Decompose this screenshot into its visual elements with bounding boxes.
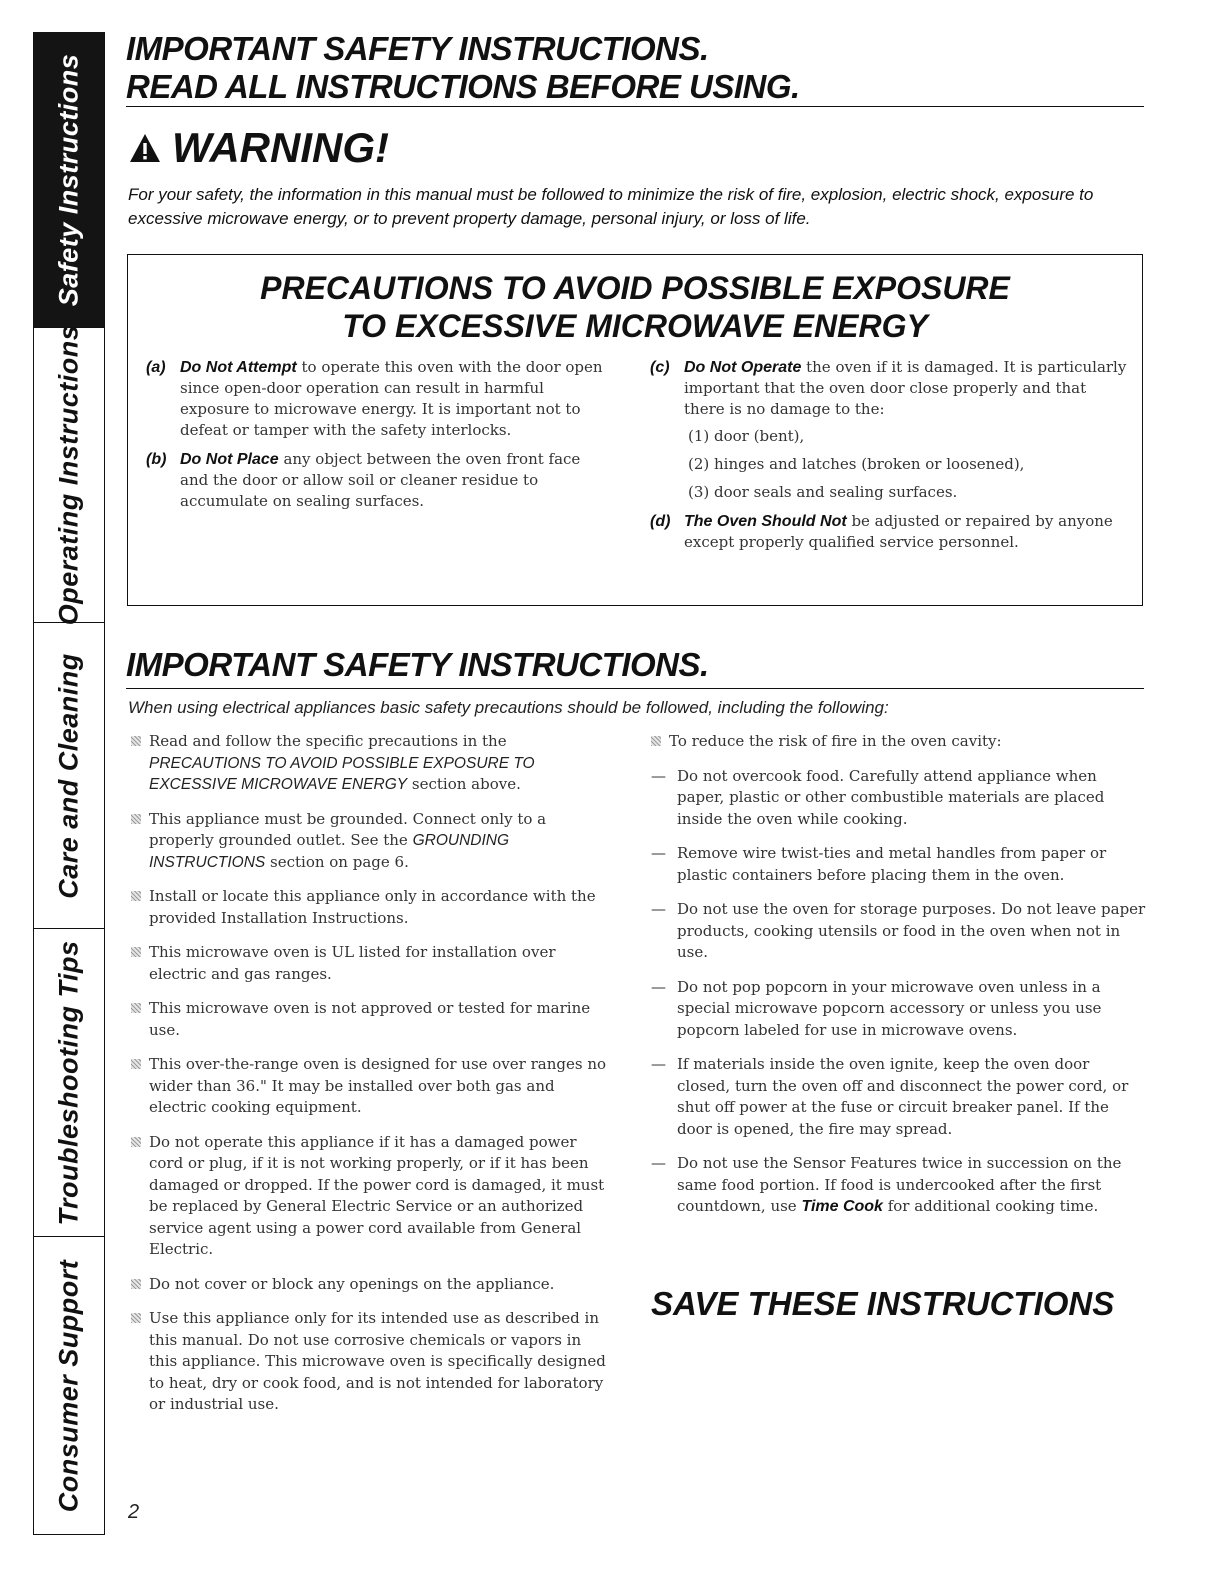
bullet-icon: [131, 814, 141, 824]
precaution-label: (b): [146, 451, 167, 468]
bullet-text: section on page 6.: [265, 852, 409, 871]
save-instructions-heading: SAVE THESE INSTRUCTIONS: [651, 1285, 1115, 1322]
warning-heading: [128, 124, 389, 172]
precaution-keyword: Do Not Operate: [684, 359, 802, 376]
precaution-keyword: Do Not Attempt: [180, 359, 297, 376]
safety-bullet: [131, 998, 611, 1041]
tab-label: Care and Cleaning: [53, 652, 84, 899]
fire-risk-text: Do not pop popcorn in your microwave oven unless in a special microwave popcorn accessory or unless you use popcorn labeled for use in microwave ovens.: [677, 977, 1102, 1039]
fire-risk-text: Remove wire twist-ties and metal handles from paper or plastic containers before placing them in the oven.: [677, 844, 1107, 884]
safety-bullet: [131, 1274, 611, 1296]
bullet-text: To reduce the risk of fire in the oven cavity:: [669, 732, 1002, 750]
safety-right-column: [651, 731, 1146, 1231]
precaution-keyword: Do Not Place: [180, 451, 279, 468]
precautions-left-column: [136, 357, 608, 520]
safety-bullet: [651, 731, 1146, 753]
precautions-title-line-1: PRECAUTIONS TO AVOID POSSIBLE EXPOSURE: [260, 270, 1010, 306]
precaution-text: be adjusted or repaired by anyone except properly qualified service personnel.: [684, 512, 1113, 551]
bullet-icon: [131, 736, 141, 746]
bullet-icon: [131, 1313, 141, 1323]
fire-risk-text: for additional cooking time.: [882, 1197, 1099, 1215]
safety-bullet: [131, 731, 611, 796]
bullet-icon: [131, 947, 141, 957]
tab-consumer-support[interactable]: [34, 1237, 104, 1535]
safety-title: IMPORTANT SAFETY INSTRUCTIONS.: [126, 646, 709, 683]
precaution-keyword: The Oven Should Not: [684, 513, 847, 530]
precaution-item: [640, 511, 1128, 553]
bullet-icon: [131, 1059, 141, 1069]
precautions-box: [127, 254, 1143, 606]
safety-bullet: [131, 809, 611, 874]
precaution-item: [136, 449, 608, 512]
header-rule: [126, 106, 1144, 107]
safety-bullet: [131, 1132, 611, 1261]
dash-mark: —: [651, 900, 666, 918]
safety-intro: When using electrical appliances basic safety precautions should be followed, including the following:: [128, 698, 889, 717]
bullet-text: This microwave oven is not approved or tested for marine use.: [149, 999, 591, 1039]
tab-troubleshooting-tips[interactable]: [34, 929, 104, 1237]
tab-label: Troubleshooting Tips: [53, 940, 84, 1225]
bullet-text: Use this appliance only for its intended use as described in this manual. Do not use corrosive chemicals or vapors in this appliance. This microwave oven is specifically designed to heat, dry or cook food, and is not intended for laboratory or industrial use.: [149, 1309, 606, 1413]
dash-mark: —: [651, 1055, 666, 1073]
bullet-icon: [131, 1003, 141, 1013]
dash-mark: —: [651, 844, 666, 862]
warning-triangle-icon: [128, 132, 162, 164]
precaution-text: to operate this oven with the door open since open-door operation can result in harmful exposure to microwave energy. It is important not to defeat or tamper with the safety interlocks.: [180, 358, 603, 439]
bullet-reference: PRECAUTIONS TO AVOID POSSIBLE EXPOSURE TO EXCESSIVE MICROWAVE ENERGY: [149, 754, 535, 793]
bullet-reference: GROUNDING INSTRUCTIONS: [149, 832, 510, 871]
precautions-title: [128, 269, 1142, 345]
side-tab-column: [33, 32, 105, 1535]
bullet-text: This appliance must be grounded. Connect only to a properly grounded outlet. See the: [149, 809, 547, 849]
fire-risk-text: Do not use the oven for storage purposes. Do not leave paper products, cooking utensils or food in the oven when not in use.: [677, 900, 1146, 961]
tab-label: Safety Instructions: [53, 53, 84, 306]
fire-risk-item: [651, 899, 1146, 964]
safety-bullet: [131, 1054, 611, 1119]
damage-list: [684, 426, 1128, 503]
bullet-icon: [131, 1137, 141, 1147]
tab-label: Consumer Support: [53, 1259, 84, 1512]
dash-mark: —: [651, 977, 666, 996]
dash-mark: —: [651, 1154, 666, 1172]
page-number: 2: [128, 1501, 140, 1523]
bullet-text: Do not operate this appliance if it has a damaged power cord or plug, if it is not working properly, or if it has been damaged or dropped. If the power cord is damaged, it must be replaced by General Electric Service or an authorized service agent using a power cord available from General Electric.: [149, 1132, 605, 1258]
bullet-icon: [651, 736, 661, 746]
precautions-right-column: [640, 357, 1128, 561]
dash-mark: —: [651, 766, 666, 785]
bullet-text: This microwave oven is UL listed for installation over electric and gas ranges.: [149, 943, 556, 983]
tab-operating-instructions[interactable]: [34, 324, 104, 626]
bullet-icon: [131, 1279, 141, 1289]
fire-risk-text: Do not use the Sensor Features twice in succession on the same food portion. If food is undercooked after the first countdown, use: [677, 1154, 1122, 1215]
tab-label: Operating Instructions: [53, 324, 84, 626]
safety-rule: [126, 688, 1144, 689]
header-line-1: IMPORTANT SAFETY INSTRUCTIONS.: [126, 30, 709, 67]
tab-safety-instructions[interactable]: [34, 32, 104, 328]
fire-risk-item: [651, 977, 1146, 1042]
safety-bullet: [131, 1308, 611, 1416]
header-line-2: READ ALL INSTRUCTIONS BEFORE USING.: [126, 68, 800, 105]
precaution-label: (d): [650, 513, 671, 530]
fire-risk-item: [651, 843, 1146, 886]
damage-list-item: (1) door (bent),: [688, 427, 805, 445]
bullet-text: Install or locate this appliance only in accordance with the provided Installation Instructions.: [149, 887, 596, 927]
precaution-item: [136, 357, 608, 441]
precaution-text: the oven if it is damaged. It is particularly important that the oven door close properly and that there is no damage to the:: [684, 358, 1127, 418]
fire-risk-item: [651, 1054, 1146, 1140]
safety-left-column: [131, 731, 611, 1429]
precaution-label: (c): [650, 359, 670, 376]
warning-title: WARNING!: [172, 124, 389, 171]
fire-risk-text: If materials inside the oven ignite, keep the oven door closed, turn the oven off and disconnect the power cord, or shut off power at the fuse or circuit breaker panel. If the door is opened, the fire may spread.: [677, 1055, 1129, 1138]
fire-risk-item: [651, 1153, 1146, 1218]
bullet-text: This over-the-range oven is designed for use over ranges no wider than 36." It may be installed over both gas and electric cooking equipment.: [149, 1055, 607, 1116]
damage-list-item: (2) hinges and latches (broken or loosened),: [688, 455, 1025, 473]
warning-text: For your safety, the information in this manual must be followed to minimize the risk of fire, explosion, electric shock, exposure to excessive microwave energy, or to prevent property damage, personal injury, or loss of life.: [128, 185, 1094, 228]
bullet-text: Read and follow the specific precautions in the: [149, 732, 507, 750]
precaution-label: (a): [146, 359, 166, 376]
precaution-item: [640, 357, 1128, 503]
safety-bullet: [131, 886, 611, 929]
bullet-icon: [131, 891, 141, 901]
fire-risk-item: [651, 766, 1146, 831]
safety-bullet: [131, 942, 611, 985]
time-cook-keyword: Time Cook: [801, 1198, 883, 1215]
precautions-title-line-2: TO EXCESSIVE MICROWAVE ENERGY: [342, 308, 928, 344]
bullet-text: Do not cover or block any openings on the appliance.: [149, 1274, 555, 1293]
bullet-text: section above.: [407, 775, 521, 793]
precaution-text: any object between the oven front face and the door or allow soil or cleaner residue to accumulate on sealing surfaces.: [180, 450, 581, 510]
fire-risk-text: Do not overcook food. Carefully attend appliance when paper, plastic or other combustible materials are placed inside the oven while cooking.: [677, 766, 1105, 828]
tab-care-and-cleaning[interactable]: [34, 623, 104, 929]
damage-list-item: (3) door seals and sealing surfaces.: [688, 483, 958, 501]
